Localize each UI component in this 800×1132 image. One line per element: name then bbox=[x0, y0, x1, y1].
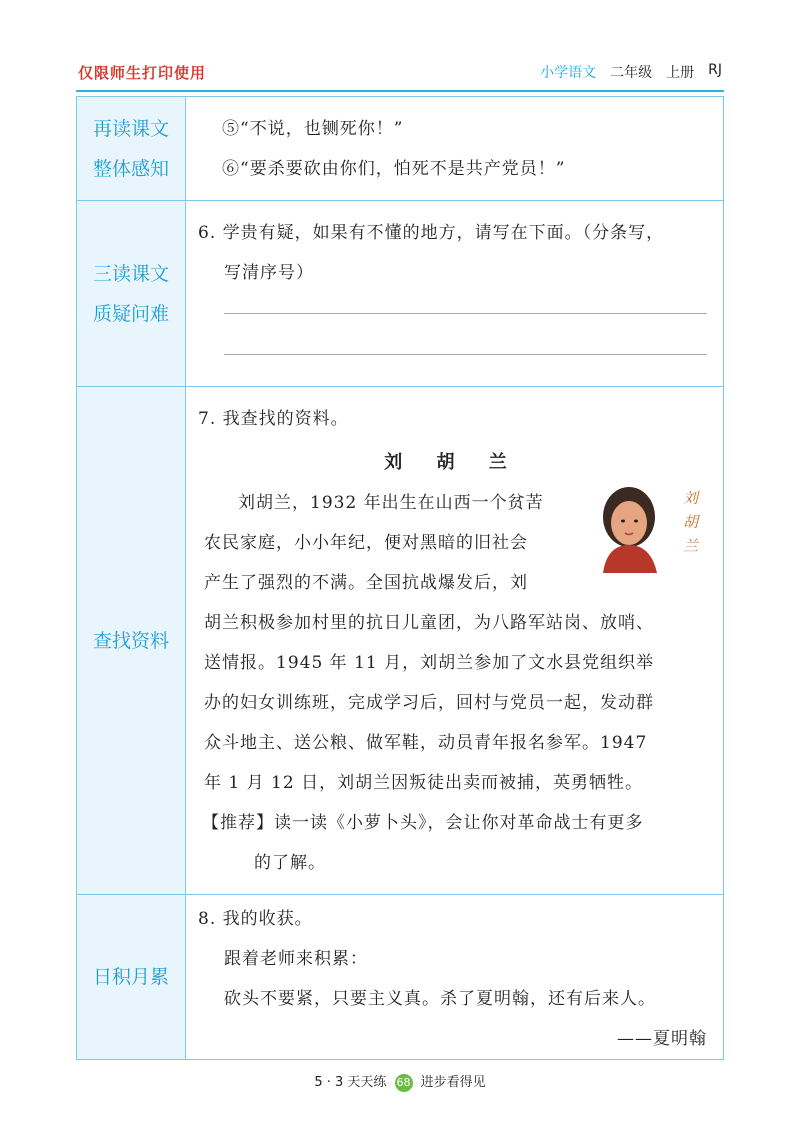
section-label bbox=[77, 97, 186, 201]
header-divider bbox=[76, 90, 724, 92]
article-line: 众斗地主、送公粮、做军鞋，动员青年报名参军。1947 bbox=[204, 733, 648, 753]
worksheet-table bbox=[76, 96, 724, 1060]
recommend-line: 的了解。 bbox=[254, 853, 326, 873]
footer-brand: 5 · 3 天天练 bbox=[314, 1075, 387, 1090]
print-notice: 仅限师生打印使用 bbox=[78, 64, 207, 82]
article-line: 刘胡兰，1932 年出生在山西一个贫苦 bbox=[238, 493, 544, 513]
volume-label: 上册 bbox=[666, 65, 695, 81]
article-line: 胡兰积极参加村里的抗日儿童团，为八路军站岗、放哨、 bbox=[204, 613, 654, 633]
label-line: 质疑问难 bbox=[92, 302, 169, 325]
footer-slogan: 进步看得见 bbox=[420, 1075, 486, 1090]
book-info bbox=[540, 62, 722, 82]
portrait-image bbox=[587, 483, 707, 573]
section-label bbox=[77, 387, 186, 895]
section-accumulate bbox=[77, 895, 724, 1060]
label-line: 日积月累 bbox=[92, 966, 169, 988]
grade-label: 二年级 bbox=[610, 65, 653, 81]
label-line: 查找资料 bbox=[92, 629, 169, 652]
section-research bbox=[77, 387, 724, 895]
subject-label: 小学语文 bbox=[540, 65, 597, 81]
article-title: 刘 胡 兰 bbox=[384, 452, 521, 473]
article-line: 农民家庭，小小年纪，便对黑暗的旧社会 bbox=[204, 533, 528, 553]
label-line: 再读课文 bbox=[92, 117, 169, 140]
label-line: 三读课文 bbox=[92, 262, 169, 285]
section-content bbox=[186, 895, 724, 1060]
answer-line[interactable] bbox=[224, 354, 707, 355]
section-content bbox=[186, 97, 724, 201]
quote-line: ⑤“不说，也铡死你！” bbox=[222, 119, 404, 139]
section-questions bbox=[77, 201, 724, 387]
accumulate-line: 砍头不要紧，只要主义真。杀了夏明翰，还有后来人。 bbox=[224, 989, 656, 1009]
svg-text:刘: 刘 bbox=[683, 489, 699, 507]
edition-label: RJ bbox=[708, 62, 722, 78]
svg-text:兰: 兰 bbox=[683, 537, 699, 555]
label-line: 整体感知 bbox=[92, 157, 169, 180]
article-line: 产生了强烈的不满。全国抗战爆发后，刘 bbox=[204, 573, 528, 593]
section-label bbox=[77, 895, 186, 1060]
recommend-line: 【推荐】读一读《小萝卜头》，会让你对革命战士有更多 bbox=[202, 813, 644, 833]
section-reread bbox=[77, 97, 724, 201]
question-text: 7. 我查找的资料。 bbox=[198, 409, 349, 429]
accumulate-line: 跟着老师来积累： bbox=[224, 949, 368, 969]
article-line: 送情报。1945 年 11 月，刘胡兰参加了文水县党组织举 bbox=[204, 653, 655, 673]
question-text: 写清序号） bbox=[224, 263, 314, 283]
question-text: 8. 我的收获。 bbox=[198, 909, 313, 929]
article-body bbox=[198, 483, 707, 883]
article-line: 办的妇女训练班，完成学习后，回村与党员一起，发动群 bbox=[204, 693, 654, 713]
article-line: 年 1 月 12 日，刘胡兰因叛徒出卖而被捕，英勇牺牲。 bbox=[204, 773, 644, 793]
page-number: 68 bbox=[395, 1074, 413, 1092]
svg-text:胡: 胡 bbox=[683, 513, 699, 531]
question-text: 6. 学贵有疑，如果有不懂的地方，请写在下面。（分条写， bbox=[198, 223, 665, 243]
quote-line: ⑥“要杀要砍由你们，怕死不是共产党员！” bbox=[222, 159, 566, 179]
page-footer bbox=[0, 1071, 800, 1092]
section-content bbox=[186, 387, 724, 895]
section-label bbox=[77, 201, 186, 387]
section-content bbox=[186, 201, 724, 387]
quote-author: ——夏明翰 bbox=[617, 1029, 707, 1049]
